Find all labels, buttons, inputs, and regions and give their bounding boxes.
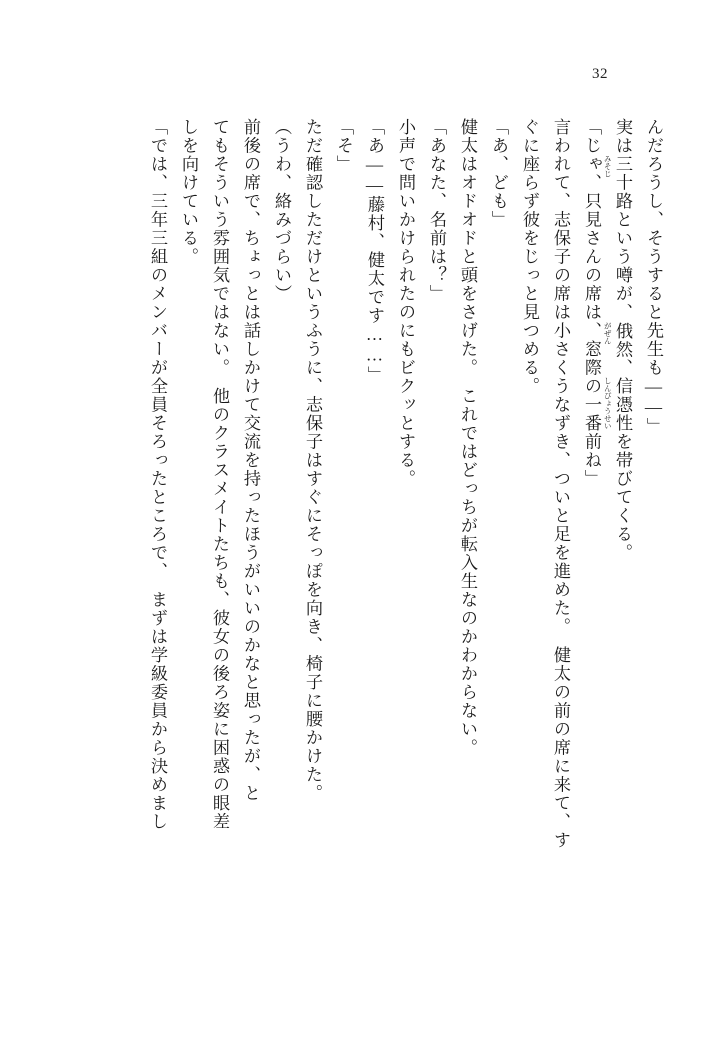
text-line: 「あ、ども」 (489, 118, 508, 229)
text-line: （うわ、絡みづらい） (272, 118, 291, 303)
text-line-with-ruby: 実は三十路 みそじ という噂が、俄然 がぜん 、信憑性 しんぴょうせい を帯びてくる。 (603, 118, 632, 562)
text-line: てもそういう雰囲気ではない。 他のクラスメイトたちも、彼女の後ろ姿に困惑の眼差 (210, 118, 229, 831)
text-line: 小声で問いかけられたのにもビクッとする。 (396, 118, 415, 488)
text-line: 「じゃ、只見さんの席は、窓際の一番前ね」 (582, 118, 601, 488)
text-line: ただ確認しただけというふうに、志保子はすぐにそっぽを向き、椅子に腰かけた。 (303, 118, 322, 803)
text-line: んだろうし、そうすると先生も――」 (644, 118, 663, 437)
text-line: 「では、三年三組のメンバーが全員そろったところで、 まずは学級委員から決めまし (148, 118, 167, 831)
text-line: 言われて、志保子の席は小さくうなずき、ついと足を進めた。 健太の前の席に来て、す (551, 118, 570, 850)
page-number: 32 (592, 66, 608, 82)
text-line: ぐに座らず彼をじっと見つめる。 (520, 118, 539, 396)
text-line: しを向けている。 (179, 118, 198, 266)
text-line: 健太はオドオドと頭をさげた。 これではどっちが転入生なのかわからない。 (458, 118, 477, 757)
vertical-text-body (62, 118, 662, 978)
text-line: 「あ――藤村、健太です……」 (365, 118, 384, 385)
text-line: 「あなた、名前は？」 (427, 118, 446, 303)
text-line: 前後の席で、ちょっとは話しかけて交流を持ったほうがいいのかなと思ったが、と (241, 118, 260, 803)
text-line: 「そ」 (334, 118, 353, 174)
